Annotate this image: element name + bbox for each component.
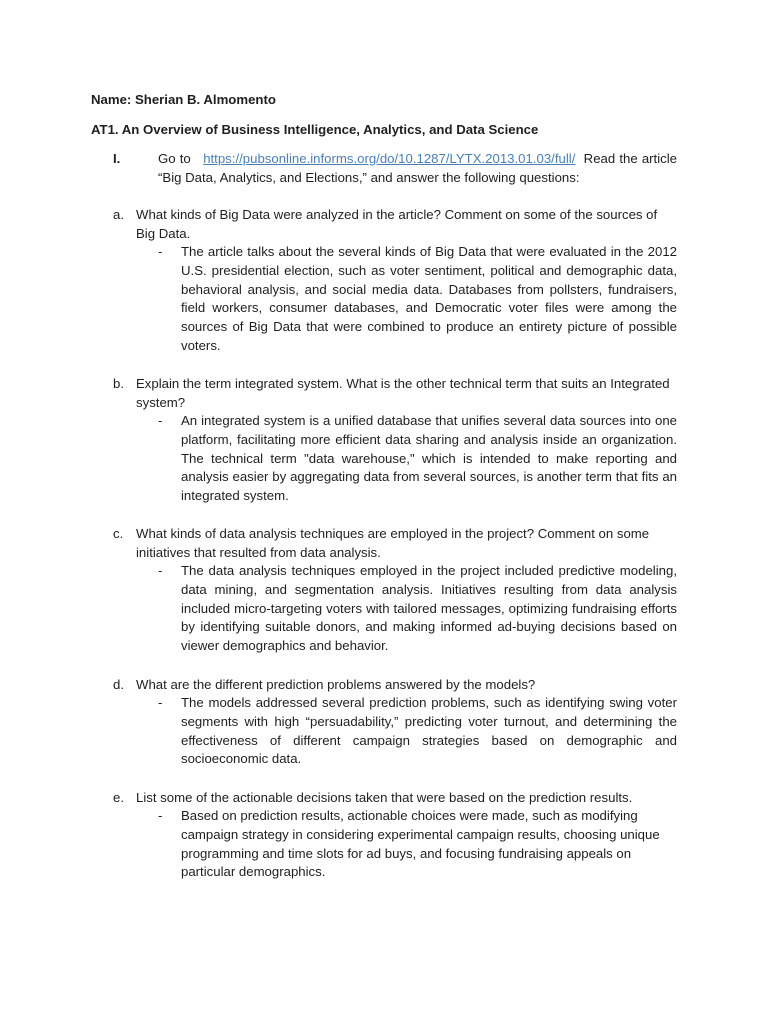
name-label: Name: [91, 92, 132, 107]
bullet-dash: - [158, 695, 163, 710]
question-text: List some of the actionable decisions taken that were based on the prediction results. [136, 790, 633, 805]
instruction-prefix: Go to [158, 151, 191, 166]
bullet-dash: - [158, 413, 163, 428]
student-name: Sherian B. Almomento [134, 92, 276, 107]
question-text: What kinds of Big Data were analyzed in the article? Comment on some of the sources of Big Data. [136, 207, 658, 241]
student-name-line [91, 91, 276, 110]
answer-text: The article talks about the several kinds of Big Data that were evaluated in the 2012 U.S. presidential election, such as voter sentiment, political and demographic data, behavioral analysis, and social media data. Databases from pollsters, fundraisers, field workers, consumer databases, and Democratic voter files were among the sources of Big Data that were combined to produce an entirety picture of possible voters. [181, 244, 677, 353]
assignment-title: AT1. An Overview of Business Intelligence, Analytics, and Data Science [91, 122, 539, 137]
bullet-dash: - [158, 244, 163, 259]
answer-text: The data analysis techniques employed in the project included predictive modeling, data mining, and segmentation analysis. Initiatives resulting from data analysis included micro-targeting voters with tailored messages, optimizing fundraising efforts by identifying suitable donors, and making informed ad-buying decisions based on viewer demographics and behavior. [181, 563, 677, 654]
answer-text: Based on prediction results, actionable choices were made, such as modifying campaign strategy in considering experimental campaign results, choosing unique programming and time slots for ad buys, and focusing fundraising appeals on particular demographics. [181, 808, 660, 880]
question-letter: a. [113, 207, 124, 222]
section-numeral: I. [113, 151, 121, 166]
question-letter: e. [113, 790, 124, 805]
article-link[interactable]: https://pubsonline.informs.org/do/10.1287/LYTX.2013.01.03/full/ [203, 151, 576, 166]
question-text: Explain the term integrated system. What is the other technical term that suits an Integrated system? [136, 376, 670, 410]
section-instruction-text [158, 150, 677, 188]
question-letter: d. [113, 677, 124, 692]
question-text: What kinds of data analysis techniques are employed in the project? Comment on some initiatives that resulted from data analysis. [136, 526, 650, 560]
question-letter: c. [113, 526, 124, 541]
question-text: What are the different prediction problems answered by the models? [136, 677, 536, 692]
bullet-dash: - [158, 808, 163, 823]
answer-text: The models addressed several prediction problems, such as identifying swing voter segments with high “persuadability,” predicting voter turnout, and determining the effectiveness of different campaign strategies based on demographic and socioeconomic data. [181, 695, 677, 767]
bullet-dash: - [158, 563, 163, 578]
instruction-suffix: Read the article “Big Data, Analytics, and Elections,” and answer the following questions: [158, 151, 677, 185]
question-letter: b. [113, 376, 124, 391]
answer-text: An integrated system is a unified database that unifies several data sources into one platform, facilitating more efficient data sharing and analysis inside an organization. The technical term "data warehouse," which is intended to make reporting and analysis easier by aggregating data from several sources, is another term that fits an integrated system. [181, 413, 677, 504]
